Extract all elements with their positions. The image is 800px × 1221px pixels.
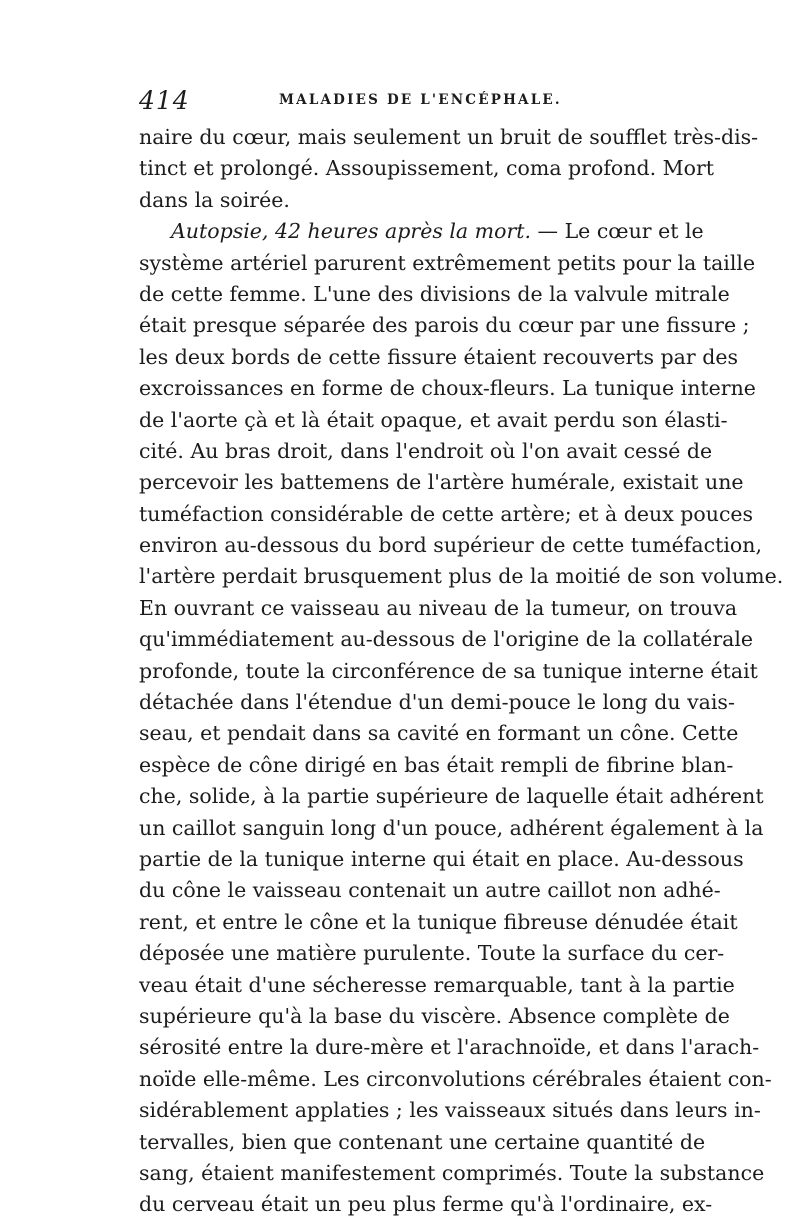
text-line: tuméfaction considérable de cette artère; et à deux pouces: [139, 501, 754, 526]
text-line: percevoir les battemens de l'artère humérale, existait une: [139, 470, 744, 495]
text-line: espèce de cône dirigé en bas était rempli de fibrine blan-: [139, 752, 734, 777]
text-line: du cône le vaisseau contenait un autre caillot non adhé-: [139, 878, 721, 903]
page-header: [139, 86, 659, 120]
text-line: veau était d'une sécheresse remarquable, tant à la partie: [139, 972, 735, 997]
autopsy-intro: — Le cœur et le: [537, 219, 704, 244]
text-line: du cerveau était un peu plus ferme qu'à l'ordinaire, ex-: [139, 1192, 713, 1217]
text-line: un caillot sanguin long d'un pouce, adhérent également à la: [139, 815, 764, 840]
autopsy-heading: Autopsie, 42 heures après la mort.: [171, 219, 532, 244]
text-line: détachée dans l'étendue d'un demi-pouce le long du vais-: [139, 690, 735, 715]
text-line: de cette femme. L'une des divisions de la valvule mitrale: [139, 281, 730, 306]
text-line: rent, et entre le cône et la tunique fibreuse dénudée était: [139, 909, 738, 934]
text-line: était presque séparée des parois du cœur par une fissure ;: [139, 313, 750, 338]
paragraph-clinical-notes: [139, 122, 759, 216]
text-line: naire du cœur, mais seulement un bruit de soufflet très-dis-: [139, 125, 759, 149]
text-line: tervalles, bien que contenant une certaine quantité de: [139, 1129, 706, 1154]
text-line: sang, étaient manifestement comprimés. Toute la substance: [139, 1160, 765, 1185]
text-line: qu'immédiatement au-dessous de l'origine de la collatérale: [139, 627, 754, 652]
text-line: che, solide, à la partie supérieure de laquelle était adhérent: [139, 784, 764, 809]
paragraph-autopsy: [139, 216, 784, 1221]
text-line: système artériel parurent extrêmement petits pour la taille: [139, 250, 756, 275]
text-line: l'artère perdait brusquement plus de la moitié de son volume.: [139, 564, 784, 589]
text-line: de l'aorte çà et là était opaque, et avait perdu son élasti-: [139, 407, 728, 432]
text-line: dans la soirée.: [139, 187, 290, 212]
running-title: MALADIES DE L'ENCÉPHALE.: [279, 92, 562, 108]
text-line: les deux bords de cette fissure étaient recouverts par des: [139, 344, 738, 369]
text-line: environ au-dessous du bord supérieur de cette tuméfaction,: [139, 533, 762, 558]
text-line: excroissances en forme de choux-fleurs. La tunique interne: [139, 376, 756, 401]
body-text: [139, 122, 784, 1221]
page-number: 414: [139, 86, 190, 115]
text-line: partie de la tunique interne qui était en place. Au-dessous: [139, 846, 744, 871]
text-line: seau, et pendait dans sa cavité en formant un cône. Cette: [139, 721, 739, 746]
text-line: déposée une matière purulente. Toute la surface du cer-: [139, 941, 725, 966]
text-line: profonde, toute la circonférence de sa tunique interne était: [139, 658, 758, 683]
text-line: sidérablement applaties ; les vaisseaux situés dans leurs in-: [139, 1098, 761, 1123]
text-line: tinct et prolongé. Assoupissement, coma profond. Mort: [139, 156, 714, 181]
text-line: supérieure qu'à la base du viscère. Absence complète de: [139, 1003, 730, 1028]
text-line-autopsy-heading: [139, 216, 704, 247]
text-line: En ouvrant ce vaisseau au niveau de la tumeur, on trouva: [139, 595, 738, 620]
text-line: noïde elle-même. Les circonvolutions cérébrales étaient con-: [139, 1066, 772, 1091]
text-line: sérosité entre la dure-mère et l'arachnoïde, et dans l'arach-: [139, 1035, 760, 1060]
text-line: cité. Au bras droit, dans l'endroit où l'on avait cessé de: [139, 438, 713, 463]
